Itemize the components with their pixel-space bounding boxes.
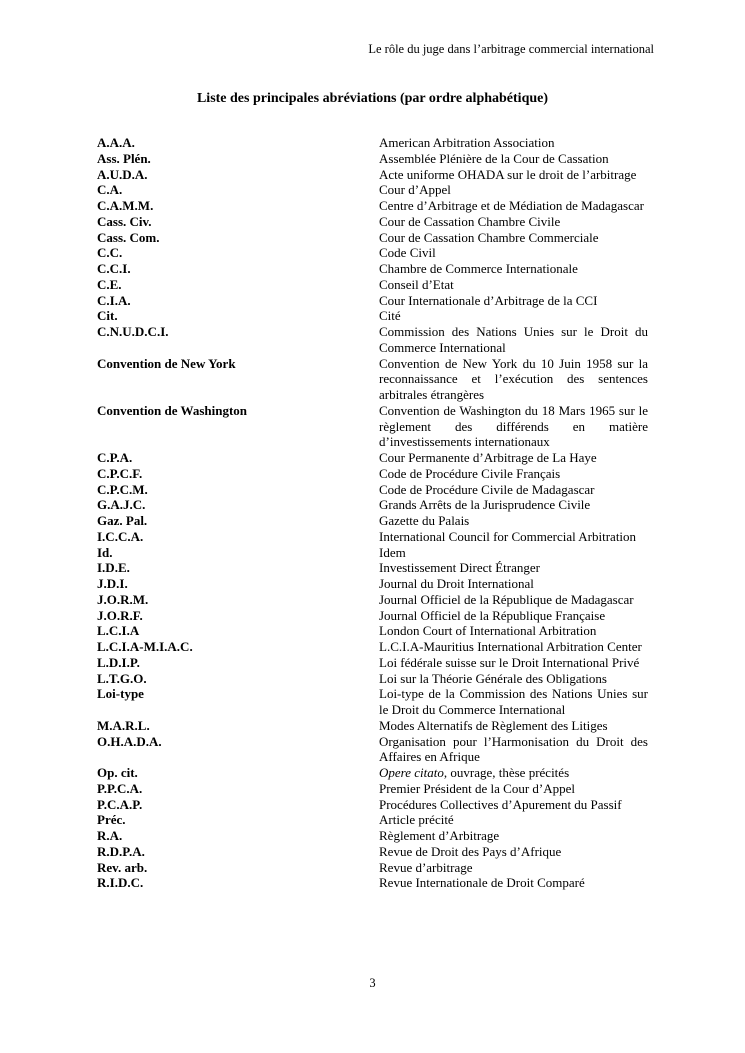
definition: Code de Procédure Civile de Madagascar [379,481,595,497]
abbreviation: J.D.I. [97,576,128,591]
list-item [97,639,648,655]
definition: Journal Officiel de la République de Madagascar [379,591,634,607]
definition: Cour de Cassation Chambre Civile [379,213,561,229]
list-item [97,844,648,860]
definition-italic: Opere citato [379,765,444,780]
abbreviation: M.A.R.L. [97,717,150,733]
list-item [97,608,648,624]
definition: Centre d’Arbitrage et de Médiation de Madagascar [379,198,644,213]
definition: Revue Internationale de Droit Comparé [379,875,585,891]
abbreviation: Cass. Civ. [97,213,152,229]
abbreviation: A.A.A. [97,135,135,150]
abbreviation: J.O.R.M. [97,591,149,607]
abbreviation: R.A. [97,828,123,843]
definition: Organisation pour l’Harmonisation du Droit des Affaires en Afrique [379,733,648,765]
definition: Convention de Washington du 18 Mars 1965 sur le règlement des différends en matière d’investissements internationaux [379,402,648,450]
list-item [97,245,648,261]
list-item [97,875,648,891]
definition: Grands Arrêts de la Jurisprudence Civile [379,497,591,513]
list-item [97,167,648,183]
definition: Chambre de Commerce Internationale [379,261,578,276]
list-item [97,734,648,766]
list-item [97,324,648,356]
list-item [97,135,648,151]
definition: Procédures Collectives d’Apurement du Passif [379,796,622,812]
abbreviation: C.P.A. [97,450,133,465]
list-item [97,497,648,513]
definition: Cour d’Appel [379,182,451,198]
definition: Modes Alternatifs de Règlement des Litiges [379,717,608,733]
definition: Revue d’arbitrage [379,859,473,875]
definition: Cour de Cassation Chambre Commerciale [379,229,599,245]
definition: Premier Président de la Cour d’Appel [379,780,576,796]
abbreviation: C.I.A. [97,292,131,308]
list-item [97,403,648,450]
definition: Règlement d’Arbitrage [379,828,500,843]
list-item [97,545,648,561]
abbreviation: C.C.I. [97,261,131,276]
abbreviation: P.C.A.P. [97,796,143,812]
list-item [97,261,648,277]
definition: Conseil d’Etat [379,276,454,292]
definition: L.C.I.A-Mauritius International Arbitration Center [379,639,642,654]
definition: American Arbitration Association [379,135,555,150]
abbreviation: L.C.I.A-M.I.A.C. [97,639,193,654]
list-item [97,198,648,214]
abbreviation: P.P.C.A. [97,780,143,796]
definition: Commission des Nations Unies sur le Droit du Commerce International [379,324,648,355]
definition: International Council for Commercial Arbitration [379,528,637,544]
abbreviation: C.N.U.D.C.I. [97,324,169,339]
definition: Investissement Direct Étranger [379,560,540,576]
abbreviation: R.D.P.A. [97,843,145,859]
abbreviation: Op. cit. [97,765,138,780]
list-item [97,765,648,781]
abbreviation: Rev. arb. [97,859,148,875]
definition: Cour Permanente d’Arbitrage de La Haye [379,450,597,465]
abbreviation: G.A.J.C. [97,497,146,513]
abbreviation: Cit. [97,308,118,324]
definition: Acte uniforme OHADA sur le droit de l’arbitrage [379,166,637,182]
list-item [97,812,648,828]
list-item [97,592,648,608]
abbreviation: C.A.M.M. [97,198,154,213]
list-item [97,277,648,293]
list-item [97,293,648,309]
abbreviation: J.O.R.F. [97,607,143,623]
list-item [97,686,648,718]
page-number: 3 [369,976,376,990]
definition: Revue de Droit des Pays d’Afrique [379,843,562,859]
list-item [97,151,648,167]
list-item [97,860,648,876]
abbreviation: Convention de Washington [97,402,248,418]
definition: London Court of International Arbitration [379,623,597,639]
definition: Article précité [379,812,454,828]
definition: Code Civil [379,245,436,261]
abbreviation: C.C. [97,245,123,261]
abbreviation: Préc. [97,812,126,828]
definition: Loi fédérale suisse sur le Droit International Privé [379,654,640,670]
abbreviation: C.P.C.M. [97,481,148,497]
abbreviation: Ass. Plén. [97,150,151,166]
abbreviation: C.E. [97,276,122,292]
definition: Gazette du Palais [379,513,470,528]
page-title: Liste des principales abréviations (par ordre alphabétique) [196,91,549,106]
list-item [97,482,648,498]
abbreviation: O.H.A.D.A. [97,733,162,749]
list-item [97,450,648,466]
list-item [97,797,648,813]
running-head: Le rôle du juge dans l’arbitrage commercial international [368,42,654,56]
definition: Journal du Droit International [379,576,534,591]
definition [379,765,648,781]
definition: Convention de New York du 10 Juin 1958 sur la reconnaissance et l’exécution des sentences arbitrales étrangères [379,355,648,402]
list-item [97,655,648,671]
list-item [97,230,648,246]
list-item [97,623,648,639]
list-item [97,828,648,844]
definition: Loi sur la Théorie Générale des Obligations [379,670,607,686]
list-item [97,513,648,529]
definition: Idem [379,544,406,560]
list-item [97,781,648,797]
list-item [97,671,648,687]
abbreviation: L.D.I.P. [97,654,140,670]
abbreviation-list [97,135,648,891]
abbreviation: R.I.D.C. [97,875,144,891]
abbreviation: A.U.D.A. [97,166,148,182]
abbreviation: I.C.C.A. [97,528,144,544]
abbreviation: Cass. Com. [97,229,160,245]
abbreviation: C.A. [97,182,123,198]
abbreviation: Gaz. Pal. [97,513,148,528]
list-item [97,308,648,324]
list-item [97,466,648,482]
definition: Assemblée Plénière de la Cour de Cassation [379,150,609,166]
abbreviation: I.D.E. [97,560,130,576]
list-item [97,182,648,198]
abbreviation: Convention de New York [97,355,236,371]
list-item [97,576,648,592]
list-item [97,356,648,403]
definition: Cité [379,308,401,324]
definition: Loi-type de la Commission des Nations Unies sur le Droit du Commerce International [379,686,648,717]
list-item [97,718,648,734]
list-item [97,560,648,576]
definition: Code de Procédure Civile Français [379,465,561,481]
abbreviation: Loi-type [97,686,144,702]
list-item [97,529,648,545]
abbreviation: Id. [97,544,113,560]
definition: Journal Officiel de la République Française [379,607,606,623]
definition: Cour Internationale d’Arbitrage de la CCI [379,292,598,308]
abbreviation: L.T.G.O. [97,670,147,686]
definition-text: , ouvrage, thèse précités [443,765,570,780]
abbreviation: C.P.C.F. [97,465,143,481]
abbreviation: L.C.I.A [97,623,140,639]
list-item [97,214,648,230]
